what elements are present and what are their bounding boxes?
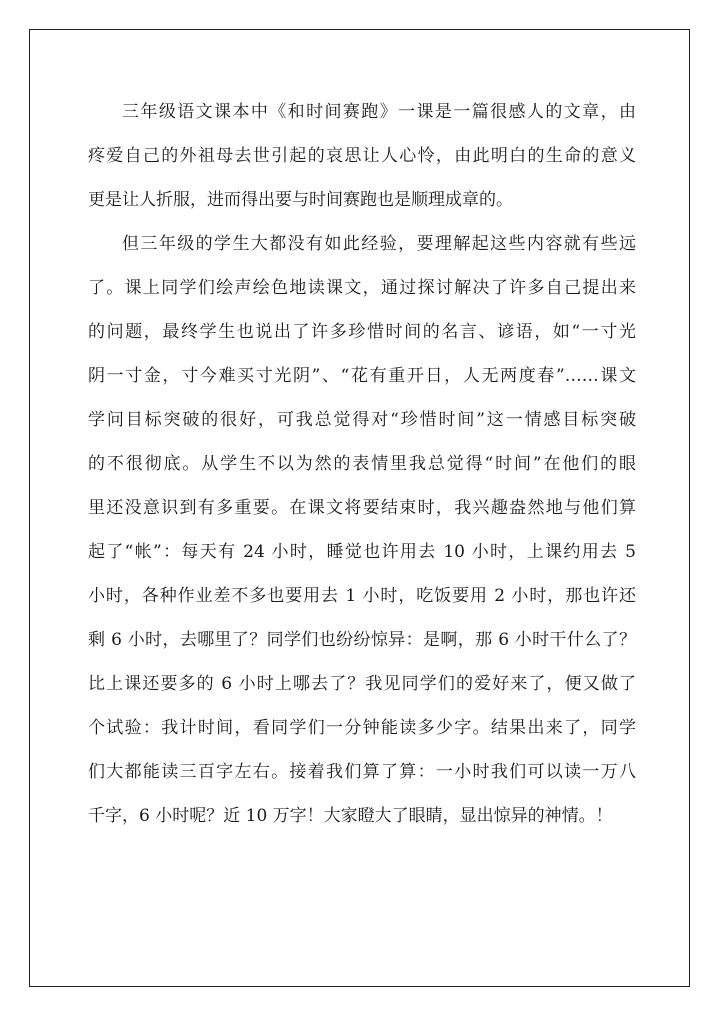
paragraph-2-line-2: 了。课上同学们绘声绘色地读课文，通过探讨解决了许多自己提出来 — [88, 278, 636, 298]
paragraph-1-line-3: 更是让人折服，进而得出要与时间赛跑也是顺理成章的。 — [88, 190, 513, 210]
paragraph-2-line-13: 们大都能读三百字左右。接着我们算了算：一小时我们可以读一万八 — [88, 762, 636, 782]
paragraph-2-line-12: 个试验：我计时间，看同学们一分钟能读多少字。结果出来了，同学 — [88, 718, 636, 738]
paragraph-2-line-9: 小时，各种作业差不多也要用去 1 小时，吃饭要用 2 小时，那也许还 — [88, 586, 636, 606]
paragraph-2-line-8: 起了“帐”：每天有 24 小时，睡觉也许用去 10 小时，上课约用去 5 — [88, 542, 636, 562]
paragraph-2-line-6: 的不很彻底。从学生不以为然的表情里我总觉得“时间”在他们的眼 — [88, 454, 636, 474]
paragraph-2-line-7: 里还没意识到有多重要。在课文将要结束时，我兴趣盎然地与他们算 — [88, 498, 636, 518]
paragraph-2-line-5: 学问目标突破的很好，可我总觉得对“珍惜时间”这一情感目标突破 — [88, 410, 636, 430]
paragraph-2-line-1: 但三年级的学生大都没有如此经验，要理解起这些内容就有些远 — [122, 234, 636, 254]
paragraph-2-line-3: 的问题，最终学生也说出了许多珍惜时间的名言、谚语，如“一寸光 — [88, 322, 636, 342]
paragraph-1-line-1: 三年级语文课本中《和时间赛跑》一课是一篇很感人的文章，由 — [122, 102, 636, 122]
paragraph-2-line-4: 阴一寸金，寸今难买寸光阴”、“花有重开日，人无两度春”……课文 — [88, 366, 636, 386]
paragraph-2-line-14: 千字，6 小时呢？近 10 万字！大家瞪大了眼睛，显出惊异的神情。！ — [88, 806, 613, 826]
paragraph-1-line-2: 疼爱自己的外祖母去世引起的哀思让人心怜，由此明白的生命的意义 — [88, 146, 636, 166]
paragraph-2-line-10: 剩 6 小时，去哪里了？同学们也纷纷惊异：是啊，那 6 小时干什么了？ — [88, 630, 636, 650]
paragraph-2-line-11: 比上课还要多的 6 小时上哪去了？我见同学们的爱好来了，便又做了 — [88, 674, 636, 694]
document-body — [88, 90, 636, 838]
